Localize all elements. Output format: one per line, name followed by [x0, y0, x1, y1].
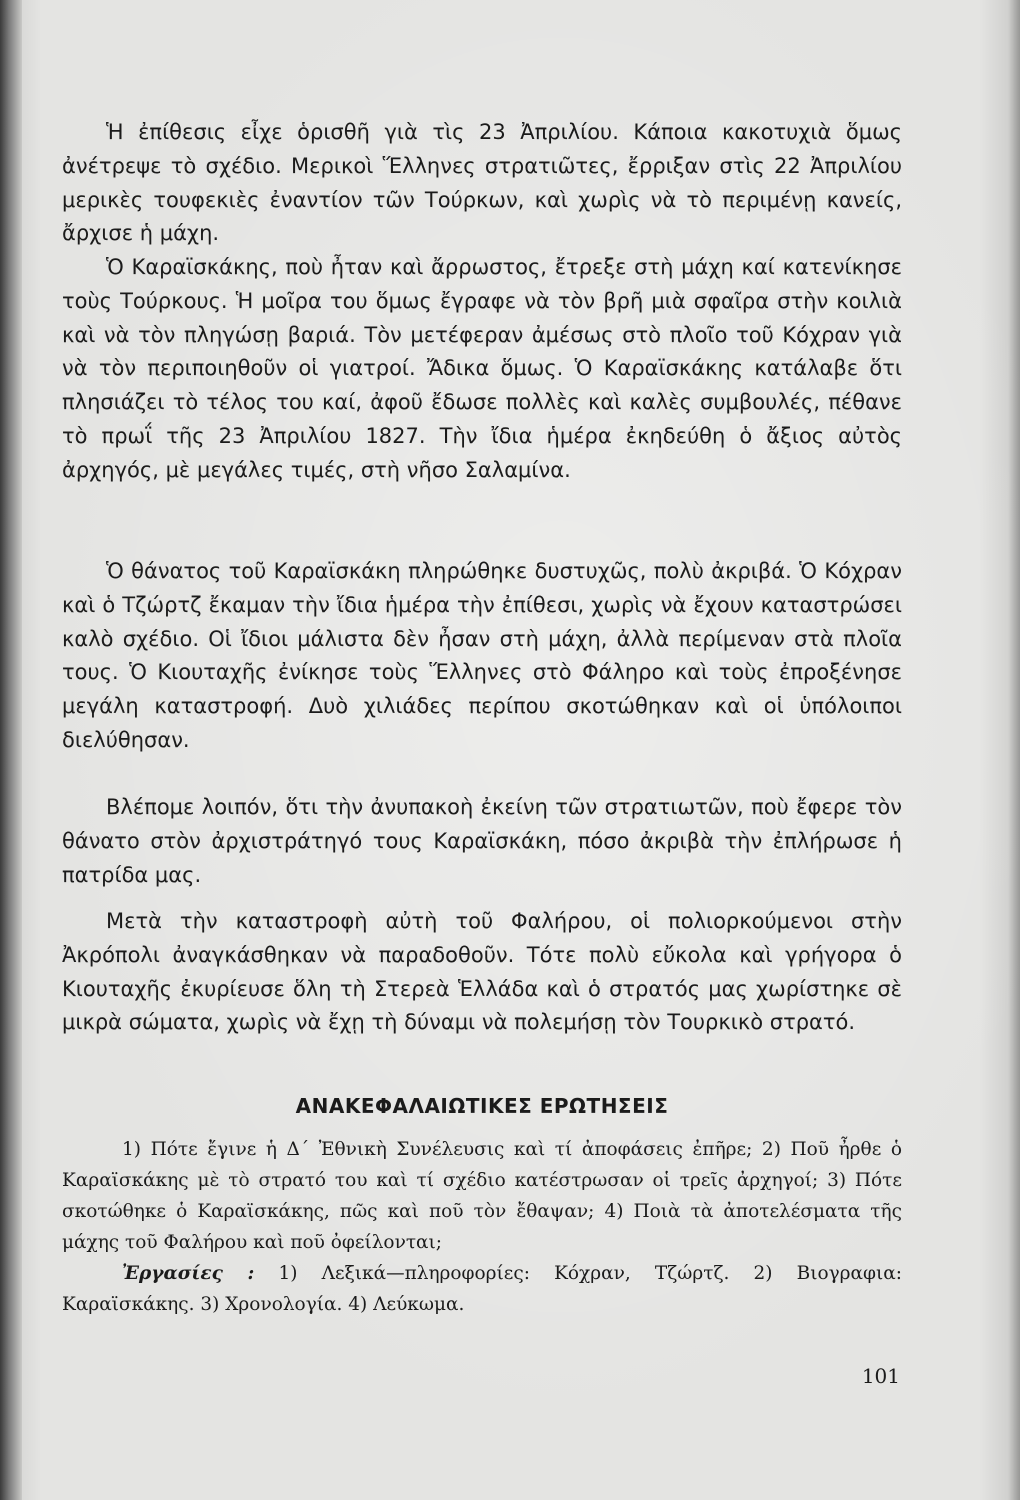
paragraph-acropolis-surrender: Μετὰ τὴν καταστροφὴ αὐτὴ τοῦ Φαλήρου, οἱ πολιορκούμενοι στὴν Ἀκρόπολι ἀναγκάσθηκαν νὰ παραδοθοῦν. Τότε πολὺ εὔκολα καὶ γρήγορα ὁ Κιουταχῆς ἐκυρίευσε ὅλη τὴ Στερεὰ Ἑλλάδα καὶ ὁ στρατός μας χωρίστηκε σὲ μικρὰ σώματα, χωρὶς νὰ ἔχῃ τὴ δύναμι νὰ πολεμήσῃ τὸν Τουρκικὸ στρατό. — [62, 909, 902, 1035]
tasks-label: Ἐργασίες : — [122, 1263, 255, 1284]
tasks-text: 1) Λεξικά—πληροφορίες: Κόχραν, Τζώρτζ. 2) Βιογραφια: Καραϊσκάκης. 3) Χρονολογία. 4) Λεύκωμα. — [62, 1263, 902, 1315]
page-number: 101 — [861, 1364, 900, 1388]
paragraph-4-block — [62, 791, 902, 892]
review-questions-block — [62, 1134, 902, 1320]
page-binding-shadow — [0, 0, 22, 1500]
paragraph-disobedience: Βλέπομε λοιπόν, ὅτι τὴν ἀνυπακοὴ ἐκείνη τῶν στρατιωτῶν, ποὺ ἔφερε τὸν θάνατο στὸν ἀρχιστράτηγό τους Καραϊσκάκη, πόσο ἀκριβὰ τὴν ἐπλήρωσε ἡ πατρίδα μας. — [62, 795, 902, 887]
paragraph-5-block — [62, 905, 902, 1040]
page-edge-shadow — [1008, 0, 1020, 1500]
paragraph-1-block — [62, 116, 902, 251]
paragraph-2-block — [62, 251, 902, 488]
paragraph-karaiskakis-death: Ὁ Καραϊσκάκης, ποὺ ἦταν καὶ ἄρρωστος, ἔτρεξε στὴ μάχη καί κατενίκησε τοὺς Τούρκους. Ἡ μοῖρα του ὅμως ἔγραφε νὰ τὸν βρῆ μιὰ σφαῖρα στὴν κοιλιὰ καὶ νὰ τὸν πληγώσῃ βαριά. Τὸν μετέφεραν ἀμέσως στὸ πλοῖο τοῦ Κόχραν γιὰ νὰ τὸν περιποιηθοῦν οἱ γιατροί. Ἄδικα ὅμως. Ὁ Καραϊσκάκης κατάλαβε ὅτι πλησιάζει τὸ τέλος του καί, ἀφοῦ ἔδωσε πολλὲς καὶ καλὲς συμβουλές, πέθανε τὸ πρωΐ τῆς 23 Ἀπριλίου 1827. Τὴν ἴδια ἡμέρα ἐκηδεύθη ὁ ἄξιος αὐτὸς ἀρχηγός, μὲ μεγάλες τιμές, στὴ νῆσο Σαλαμίνα. — [62, 255, 902, 482]
paragraph-faliro-battle: Ὁ θάνατος τοῦ Καραϊσκάκη πληρώθηκε δυστυχῶς, πολὺ ἀκριβά. Ὁ Κόχραν καὶ ὁ Τζώρτζ ἔκαμαν τὴν ἴδια ἡμέρα τὴν ἐπίθεσι, χωρὶς νὰ ἔχουν καταστρώσει καλὸ σχέδιο. Οἱ ἴδιοι μάλιστα δὲν ἦσαν στὴ μάχη, ἀλλὰ περίμεναν στὰ πλοῖα τους. Ὁ Κιουταχῆς ἐνίκησε τοὺς Ἕλληνες στὸ Φάληρο καὶ τοὺς ἐπροξένησε μεγάλη καταστροφή. Δυὸ χιλιάδες περίπου σκοτώθηκαν καὶ οἱ ὑπόλοιποι διελύθησαν. — [62, 559, 902, 752]
review-questions-text: 1) Πότε ἔγινε ἡ Δ΄ Ἐθνικὴ Συνέλευσις καὶ τί ἀποφάσεις ἐπῆρε; 2) Ποῦ ἦρθε ὁ Καραϊσκάκης μὲ τὸ στρατό του καὶ τί σχέδιο κατέστρωσαν οἱ τρεῖς ἀρχηγοί; 3) Πότε σκοτώθηκε ὁ Καραϊσκάκης, πῶς καὶ ποῦ τὸν ἔθαψαν; 4) Ποιὰ τὰ ἀποτελέσματα τῆς μάχης τοῦ Φαλήρου καὶ ποῦ ὀφείλονται; — [62, 1139, 902, 1253]
paragraph-3-block — [62, 555, 902, 758]
paragraph-attack-plan: Ἡ ἐπίθεσις εἶχε ὁρισθῆ γιὰ τὶς 23 Ἀπριλίου. Κάποια κακοτυχιὰ ὅμως ἀνέτρεψε τὸ σχέδιο. Μερικοὶ Ἕλληνες στρατιῶτες, ἔρριξαν στὶς 22 Ἀπριλίου μερικὲς τουφεκιὲς ἐναντίον τῶν Τούρκων, καὶ χωρὶς νὰ τὸ περιμένῃ κανείς, ἄρχισε ἡ μάχη. — [62, 120, 902, 246]
review-questions-heading: ΑΝΑΚΕΦΑΛΑΙΩΤΙΚΕΣ ΕΡΩΤΗΣΕΙΣ — [295, 1094, 669, 1118]
tasks-line — [62, 1258, 902, 1320]
